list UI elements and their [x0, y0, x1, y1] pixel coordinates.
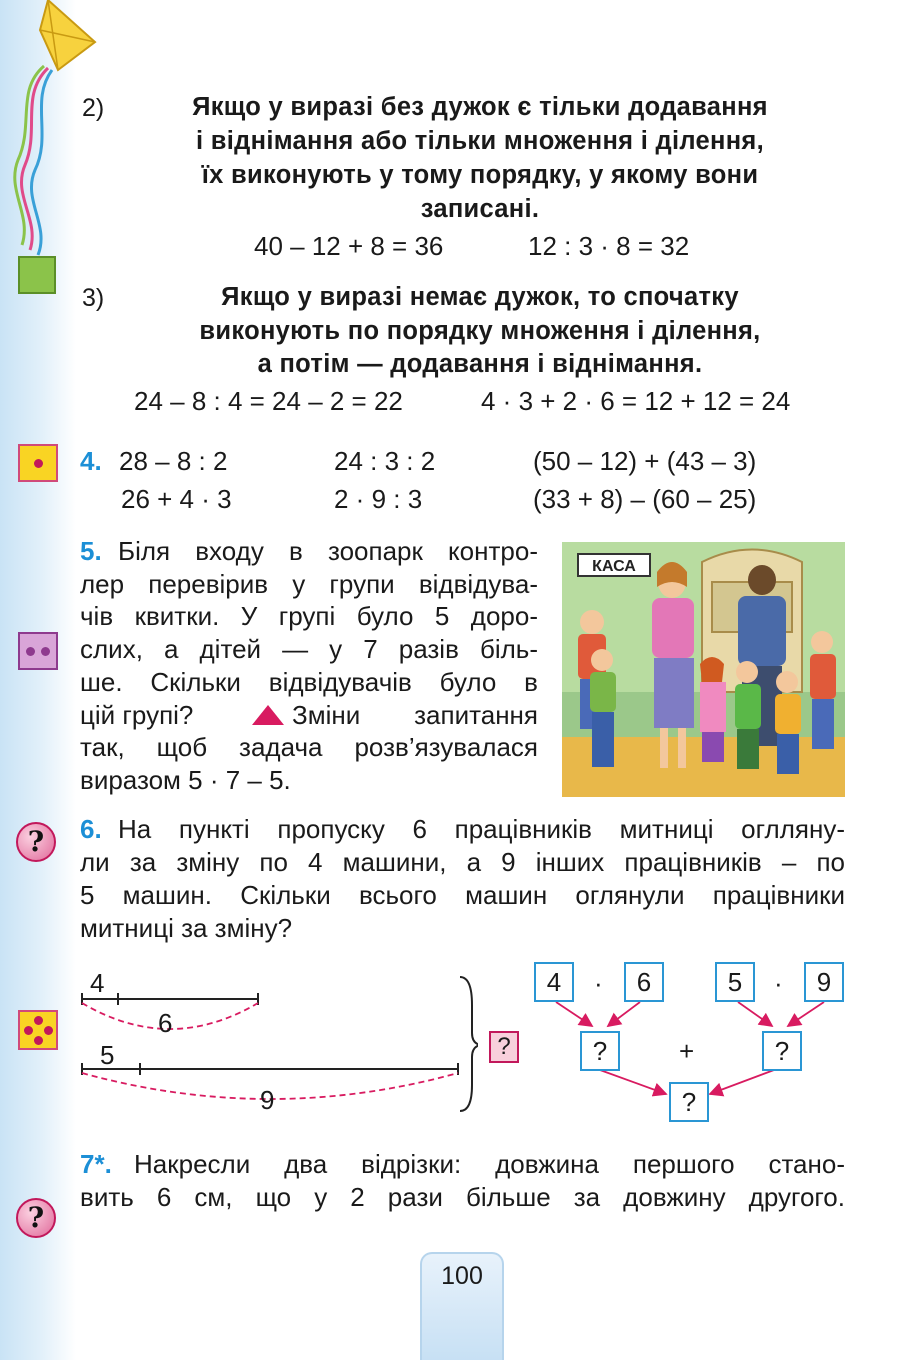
tree-top-box: 4 [534, 962, 574, 1002]
task4-expression: 24 : 3 : 2 [334, 446, 436, 476]
task-number: 5. [80, 536, 102, 566]
task5-line: слих, а дітей — у 7 разів біль- [80, 634, 538, 664]
total-unknown-box: ? [489, 1031, 519, 1063]
segment-label: 4 [90, 968, 105, 998]
rule-number: 3) [82, 284, 105, 312]
tree-result-box: ? [669, 1082, 709, 1122]
task5-line: Зміни запитання [292, 700, 538, 730]
rule-line: виконують по порядку множення і ділення, [199, 317, 761, 345]
question-icon: ? [16, 1198, 56, 1238]
task6-line: На пункті пропуску 6 працівників митниці оглляну- [118, 814, 845, 844]
example-equation: 40 – 12 + 8 = 36 [254, 231, 444, 261]
task5-line: ше. Скільки відвідувачів було в [80, 667, 538, 697]
rule-number: 2) [82, 94, 105, 122]
task5-line: Біля входу в зоопарк контро- [118, 536, 538, 566]
task6-line: митниці за зміну? [80, 913, 293, 943]
example-equation: 24 – 8 : 4 = 24 – 2 = 22 [134, 386, 403, 416]
zoo-ticket-illustration [562, 542, 845, 797]
one-dot-icon [18, 444, 58, 482]
page-number: 100 [441, 1262, 483, 1290]
task5-line: цій групі? [80, 700, 194, 730]
task4-expression: 2 · 9 : 3 [334, 484, 423, 514]
segment-count: 6 [158, 1008, 173, 1038]
task5-line: виразом 5 · 7 – 5. [80, 765, 291, 795]
kite-icon [0, 0, 110, 300]
tree-operator: · [594, 968, 603, 998]
two-dots-icon [18, 632, 58, 670]
rule-line: Якщо у виразі немає дужок, то спочатку [221, 283, 739, 311]
task-number: 6. [80, 814, 102, 844]
rule-line: записані. [420, 195, 540, 223]
rule-line: Якщо у виразі без дужок є тільки додавання [192, 93, 768, 121]
segment-label: 5 [100, 1040, 115, 1070]
task6-line: ли за зміну по 4 машини, а 9 інших працівників – по [80, 847, 845, 877]
task4-expression: 26 + 4 · 3 [121, 484, 232, 514]
rule-line: а потім — додавання і віднімання. [257, 350, 703, 378]
tree-middle-box: ? [580, 1031, 620, 1071]
triangle-icon [250, 703, 286, 727]
example-equation: 4 · 3 + 2 · 6 = 12 + 12 = 24 [481, 386, 791, 416]
tree-operator: + [679, 1036, 695, 1066]
example-equation: 12 : 3 · 8 = 32 [528, 231, 690, 261]
segment-diagram [78, 965, 478, 1115]
task4-expression: (33 + 8) – (60 – 25) [533, 484, 757, 514]
four-dots-icon [18, 1010, 58, 1050]
tree-top-box: 6 [624, 962, 664, 1002]
tree-top-box: 5 [715, 962, 755, 1002]
task5-line: чів квитки. У групі було 5 доро- [80, 601, 538, 631]
task6-line: 5 машин. Скільки всього машин оглянули працівники [80, 880, 845, 910]
task4-expression: 28 – 8 : 2 [119, 446, 228, 476]
task7-line: вить 6 см, що у 2 рази більше за довжину другого. [80, 1182, 845, 1212]
question-icon: ? [16, 822, 56, 862]
task5-line: так, щоб задача розв’язувалася [80, 732, 538, 762]
tree-middle-box: ? [762, 1031, 802, 1071]
task4-expression: (50 – 12) + (43 – 3) [533, 446, 757, 476]
segment-count: 9 [260, 1085, 275, 1115]
task-number: 4. [80, 446, 102, 476]
tree-operator: · [774, 968, 783, 998]
tree-top-box: 9 [804, 962, 844, 1002]
green-square-icon [18, 256, 56, 294]
rule-line: і віднімання або тільки множення і ділення, [196, 127, 764, 155]
task7-line: Накресли два відрізки: довжина першого стано- [134, 1149, 845, 1179]
illustration-sign-text: КАСА [592, 558, 636, 575]
task-number: 7*. [80, 1149, 112, 1179]
task5-line: лер перевірив у групи відвідува- [80, 569, 538, 599]
rule-line: їх виконують у тому порядку, у якому вони [201, 161, 759, 189]
